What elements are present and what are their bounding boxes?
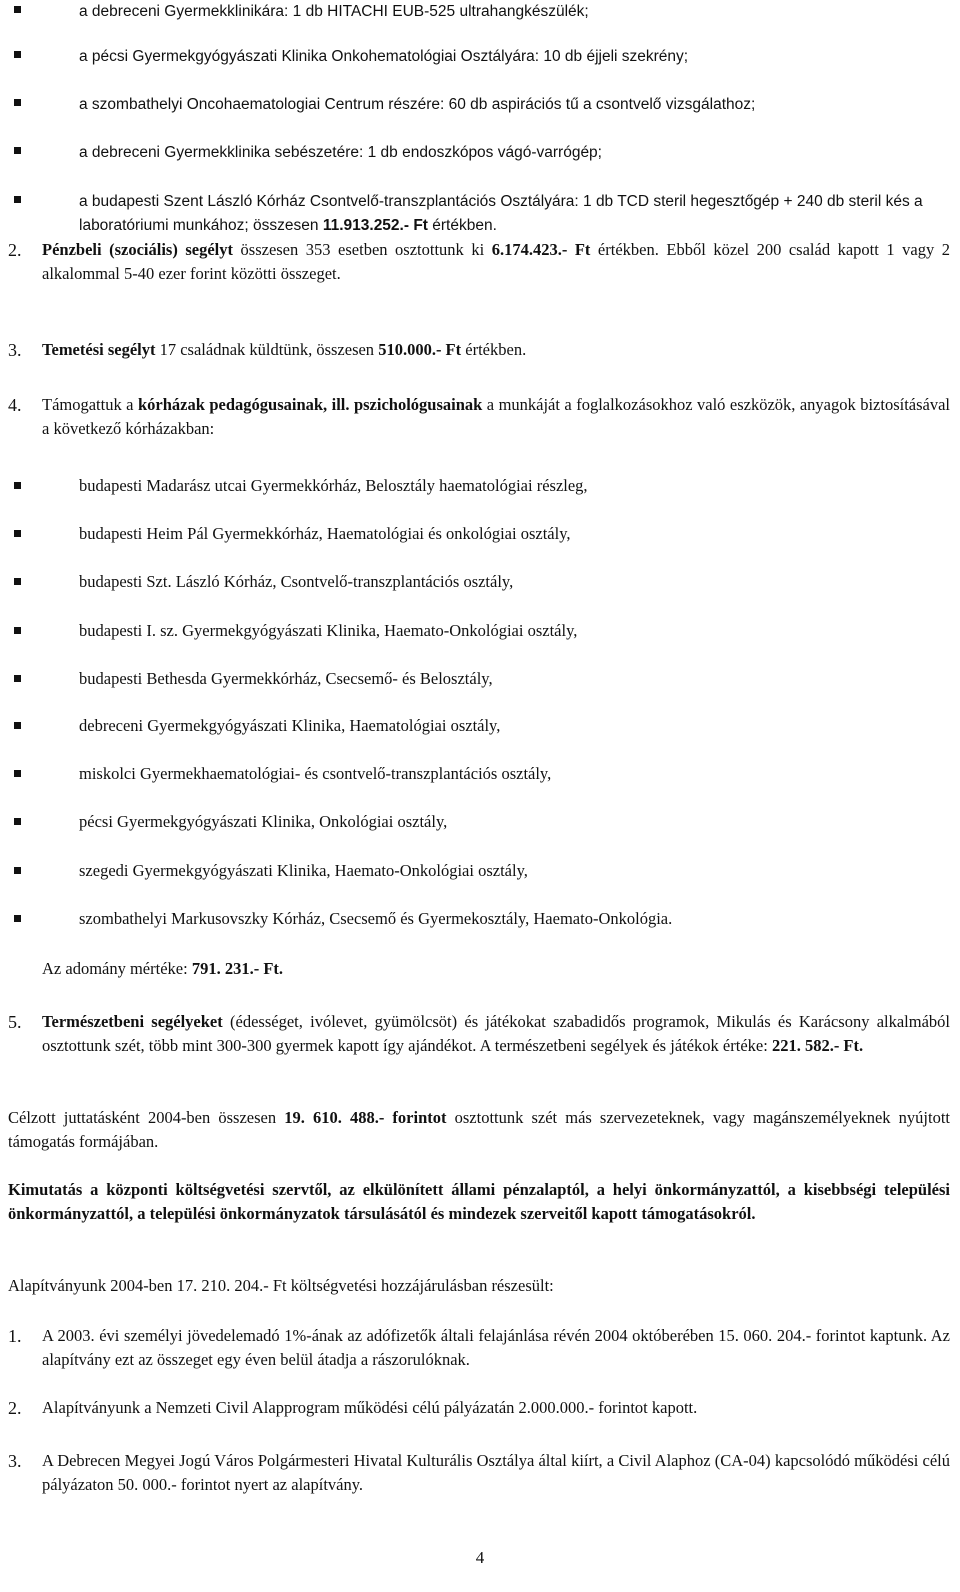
list-item-text-part: értékben. [427, 217, 497, 234]
item-text [8, 238, 950, 286]
item-number: 3. [8, 1451, 22, 1471]
bullet-square-icon [14, 818, 21, 825]
list-item-text: a debreceni Gyermekklinika sebészetére: 1 db endoszkópos vágó-varrógép; [79, 144, 602, 161]
item-number: 1. [8, 1326, 22, 1346]
item-text-part: a munkáját a foglalkozásokhoz való eszközök, anyagok biztosításával a következő kórházakban: [42, 395, 951, 438]
item-text-part: Támogattuk a [42, 395, 138, 414]
list-item-text [14, 190, 950, 238]
bullet-square-icon [14, 196, 21, 203]
item-text [8, 1010, 950, 1058]
donation-total [42, 957, 942, 981]
item-text-part: értékben. Ebből közel 200 család kapott 1 vagy 2 alkalommal 5-40 ezer forint közötti összeget. [42, 240, 950, 283]
list-item-text-part: a budapesti Szent László Kórház Csontvelő-transzplantációs Osztályára: 1 db TCD steril hegesztőgép + 240 db steril kés a laboratóriumi munkához; összesen [79, 193, 923, 234]
item-number: 4. [8, 395, 22, 415]
paragraph-text-part: osztottunk szét más szervezeteknek, vagy magánszemélyeknek nyújtott támogatás formájában. [8, 1108, 950, 1151]
item-text-part: 17 családnak küldtünk, összesen [155, 340, 379, 359]
amount-value: 510.000.- Ft [378, 340, 462, 359]
bullet-square-icon [14, 51, 21, 58]
numbered-item-3 [8, 338, 950, 362]
list-item-text: debreceni Gyermekgyógyászati Klinika, Haematológiai osztály, [79, 716, 501, 735]
funding-intro: Alapítványunk 2004-ben 17. 210. 204.- Ft költségvetési hozzájárulásban részesült: [8, 1276, 554, 1295]
bullet-square-icon [14, 627, 21, 634]
targeted-paragraph [8, 1106, 950, 1154]
bullet-square-icon [14, 770, 21, 777]
section-heading: Kimutatás a központi költségvetési szervtől, az elkülönített állami pénzalaptól, a helyi önkormányzattól, a kisebbségi települési önkormányzattól, a települési önkormányzatok társulásától és mindezek szerveitől kapott támogatásokról. [8, 1180, 950, 1223]
funding-item [8, 1449, 950, 1497]
list-item-text: a debreceni Gyermekklinikára: 1 db HITACHI EUB-525 ultrahangkészülék; [79, 3, 589, 20]
bullet-square-icon [14, 99, 21, 106]
item-text: A Debrecen Megyei Jogú Város Polgármesteri Hivatal Kulturális Osztálya által kiírt, a Civil Alaphoz (CA-04) kapcsolódó működési célú pályázaton 50. 000.- forintot nyert az alapítvány. [42, 1451, 950, 1494]
list-item-text: pécsi Gyermekgyógyászati Klinika, Onkológiai osztály, [79, 812, 448, 831]
numbered-item-5 [8, 1010, 950, 1058]
list-item-text: a pécsi Gyermekgyógyászati Klinika Onkohematológiai Osztályára: 10 db éjjeli szekrény; [79, 48, 689, 65]
item-text [8, 393, 950, 441]
bullet-square-icon [14, 530, 21, 537]
list-item-text: budapesti Szt. László Kórház, Csontvelő-transzplantációs osztály, [79, 572, 514, 591]
item-number: 2. [8, 1398, 22, 1418]
bullet-square-icon [14, 482, 21, 489]
amount-value: 221. 582.- Ft. [771, 1036, 864, 1055]
list-item [14, 0, 950, 24]
list-item-text: a szombathelyi Oncohaematologiai Centrum részére: 60 db aspirációs tű a csontvelő vizsgálathoz; [79, 96, 756, 113]
item-number: 5. [8, 1012, 22, 1032]
funding-item [8, 1324, 950, 1372]
item-bold: kórházak pedagógusainak, ill. pszichológusainak [137, 395, 483, 414]
list-item-text: szombathelyi Markusovszky Kórház, Csecsemő és Gyermekosztály, Haemato-Onkológia. [79, 909, 673, 928]
funding-item [8, 1396, 950, 1420]
bullet-square-icon [14, 867, 21, 874]
amount-value: 791. 231.- Ft. [191, 959, 284, 978]
item-text: A 2003. évi személyi jövedelemadó 1%-ának az adófizetők általi felajánlása révén 2004 októberében 15. 060. 204.- forintot kaptunk. Az alapítvány ezt az összeget egy éven belül átadja a rászorulóknak. [42, 1326, 950, 1369]
bullet-square-icon [14, 722, 21, 729]
list-item [14, 570, 950, 594]
amount-value: 6.174.423.- Ft [491, 240, 591, 259]
list-item-text: budapesti Bethesda Gyermekkórház, Csecsemő- és Belosztály, [79, 669, 493, 688]
item-bold: Pénzbeli (szociális) segélyt [42, 240, 233, 259]
amount-value: 11.913.252.- Ft [322, 217, 428, 234]
bullet-square-icon [14, 147, 21, 154]
list-item [14, 141, 950, 165]
item-text [8, 338, 950, 362]
list-item [14, 810, 950, 834]
list-item [14, 714, 950, 738]
list-item-text: budapesti Madarász utcai Gyermekkórház, Belosztály haematológiai részleg, [79, 476, 588, 495]
donation-label: Az adomány mértéke: [42, 959, 192, 978]
list-item [14, 93, 950, 117]
item-number: 2. [8, 240, 22, 260]
item-bold: Természetbeni segélyeket [42, 1012, 223, 1031]
bullet-square-icon [14, 675, 21, 682]
page-number: 4 [475, 1548, 485, 1567]
list-item-text: budapesti I. sz. Gyermekgyógyászati Klinika, Haemato-Onkológiai osztály, [79, 621, 578, 640]
list-item [14, 474, 950, 498]
list-item [14, 907, 950, 931]
list-item [14, 45, 950, 69]
item-text-part: összesen 353 esetben osztottunk ki [233, 240, 492, 259]
item-number: 3. [8, 340, 22, 360]
bullet-square-icon [14, 915, 21, 922]
item-text-part: (édességet, ivólevet, gyümölcsöt) és játékokat szabadidős programok, Mikulás és Karácsony alkalmából osztottunk szét, több mint 300-300 gyermek kapott így ajándékot. A természetbeni segélyek és játékok értéke: [42, 1012, 951, 1055]
item-bold: Temetési segélyt [42, 340, 156, 359]
numbered-item-4 [8, 393, 950, 441]
list-item [14, 667, 950, 691]
bullet-square-icon [14, 578, 21, 585]
item-text-part: értékben. [461, 340, 527, 359]
list-item [14, 522, 950, 546]
list-item-text: miskolci Gyermekhaematológiai- és csontvelő-transzplantációs osztály, [79, 764, 552, 783]
list-item [14, 762, 950, 786]
numbered-item-2 [8, 238, 950, 286]
list-item [14, 190, 950, 238]
list-item [14, 619, 950, 643]
amount-value: 19. 610. 488.- forintot [284, 1108, 447, 1127]
paragraph-text-part: Célzott juttatásként 2004-ben összesen [8, 1108, 285, 1127]
bullet-square-icon [14, 6, 21, 13]
item-text: Alapítványunk a Nemzeti Civil Alapprogram működési célú pályázatán 2.000.000.- forintot kapott. [42, 1398, 698, 1417]
list-item [14, 859, 950, 883]
list-item-text: budapesti Heim Pál Gyermekkórház, Haematológiai és onkológiai osztály, [79, 524, 571, 543]
list-item-text: szegedi Gyermekgyógyászati Klinika, Haemato-Onkológiai osztály, [79, 861, 528, 880]
